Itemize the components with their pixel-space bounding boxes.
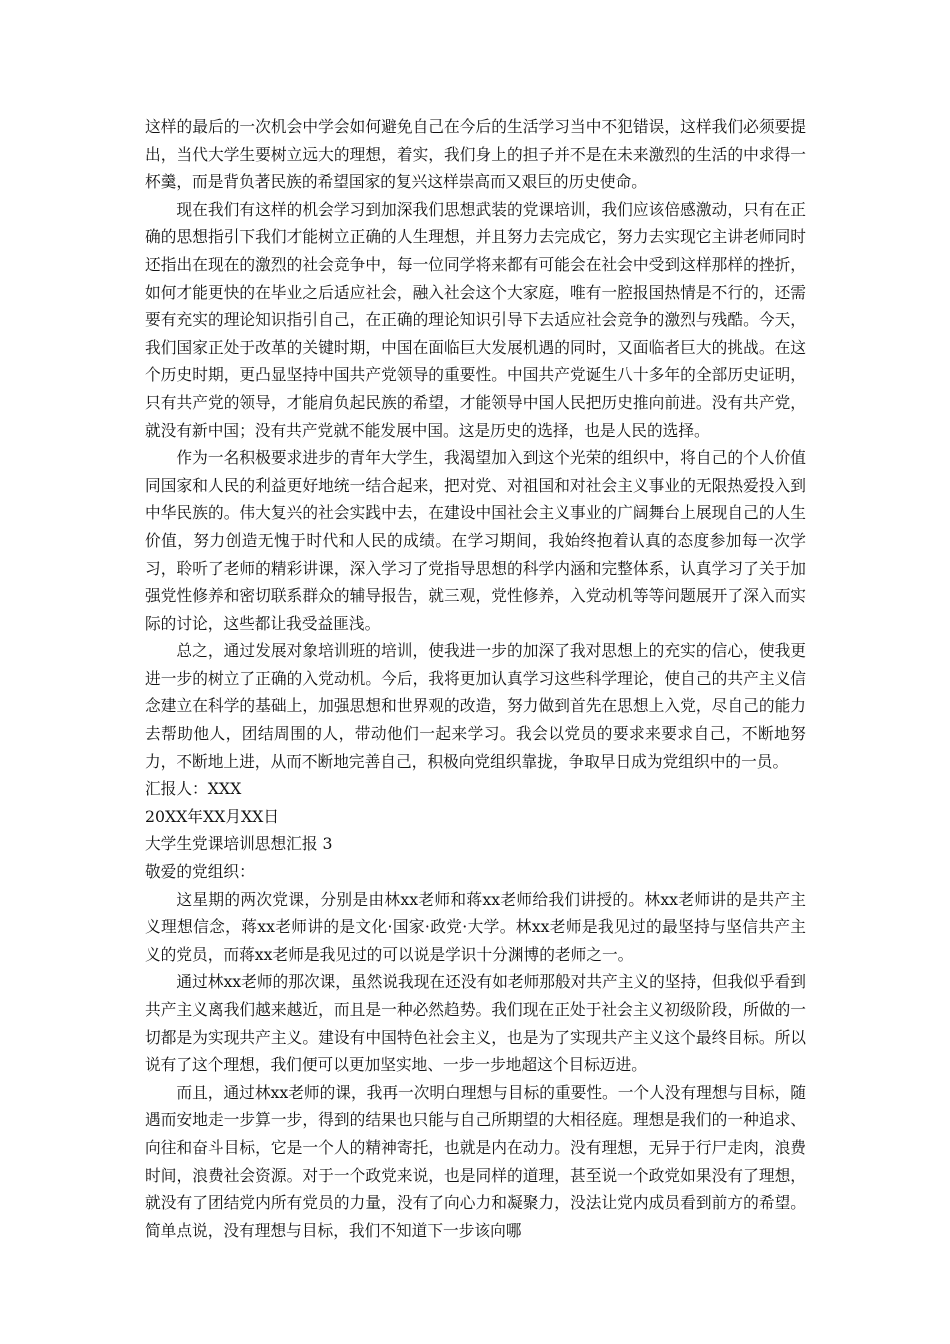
paragraph-continuation: 这样的最后的一次机会中学会如何避免自己在今后的生活学习当中不犯错误，这样我们必须要提出，当代大学生要树立远大的理想，着实，我们身上的担子并不是在未来激烈的生活的中求得一杯羹，而是背负著民族的希望国家的复兴这样崇高而又艰巨的历史使命。 bbox=[145, 117, 806, 192]
paragraph-two-lectures: 这星期的两次党课，分别是由林xx老师和蒋xx老师给我们讲授的。林xx老师讲的是共产主义理想信念，蒋xx老师讲的是文化·国家·政党·大学。林xx老师是我见过的最坚持与坚信共产主义的党员，而蒋xx老师是我见过的可以说是学识十分渊博的老师之一。 bbox=[145, 889, 806, 964]
paragraph-communism: 通过林xx老师的那次课，虽然说我现在还没有如老师那般对共产主义的坚持，但我似乎看到共产主义离我们越来越近，而且是一种必然趋势。我们现在正处于社会主义初级阶段，所做的一切都是为实现共产主义。建设有中国特色社会主义，也是为了实现共产主义这个最终目标。所以说有了这个理想，我们便可以更加坚实地、一步一步地超这个目标迈进。 bbox=[145, 972, 806, 1075]
paragraph-party-course: 现在我们有这样的机会学习到加深我们思想武装的党课培训，我们应该倍感激动，只有在正确的思想指引下我们才能树立正确的人生理想，并且努力去完成它，努力去实现它主讲老师同时还指出在现在的激烈的社会竞争中，每一位同学将来都有可能会在社会中受到这样那样的挫折，如何才能更快的在毕业之后适应社会，融入社会这个大家庭，唯有一腔报国热情是不行的，还需要有充实的理论知识指引自己，在正确的理论知识引导下去适应社会竞争的激烈与残酷。今天，我们国家正处于改革的关键时期，中国在面临巨大发展机遇的同时，又面临者巨大的挑战。在这个历史时期，更凸显坚持中国共产党领导的重要性。中国共产党诞生八十多年的全部历史证明，只有共产党的领导，才能肩负起民族的希望，才能领导中国人民把历史推向前进。没有共产党，就没有新中国；没有共产党就不能发展中国。这是历史的选择，也是人民的选择。 bbox=[145, 199, 806, 440]
paragraph-ideals-goals: 而且，通过林xx老师的课，我再一次明白理想与目标的重要性。一个人没有理想与目标，随遇而安地走一步算一步，得到的结果也只能与自己所期望的大相径庭。理想是我们的一种追求、向往和奋斗目标，它是一个人的精神寄托，也就是内在动力。没有理想，无异于行尸走肉，浪费时间，浪费社会资源。对于一个政党来说，也是同样的道理，甚至说一个政党如果没有了理想，就没有了团结党内所有党员的力量，没有了向心力和凝聚力，没法让党内成员看到前方的希望。简单点说，没有理想与目标，我们不知道下一步该向哪 bbox=[145, 1082, 806, 1240]
paragraph-youth-student: 作为一名积极要求进步的青年大学生，我渴望加入到这个光荣的组织中，将自己的个人价值同国家和人民的利益更好地统一结合起来，把对党、对祖国和对社会主义事业的无限热爱投入到中华民族的。伟大复兴的社会实践中去，在建设中国社会主义事业的广阔舞台上展现自己的人生价值，努力创造无愧于时代和人民的成绩。在学习期间，我始终抱着认真的态度参加每一次学习，聆听了老师的精彩讲课，深入学习了党指导思想的科学内涵和完整体系，认真学习了关于加强党性修养和密切联系群众的辅导报告，就三观，党性修养，入党动机等等问题展开了深入而实际的讨论，这些都让我受益匪浅。 bbox=[145, 448, 806, 633]
paragraph-conclusion: 总之，通过发展对象培训班的培训，使我进一步的加深了我对思想上的充实的信心，使我更进一步的树立了正确的入党动机。今后，我将更加认真学习这些科学理论，使自己的共产主义信念建立在科学的基础上，加强思想和世界观的改造，努力做到首先在思想上入党，尽自己的能力去帮助他人，团结周围的人，带动他们一起来学习。我会以党员的要求来要求自己，不断地努力，不断地上进，从而不断地完善自己，积极向党组织靠拢，争取早日成为党组织中的一员。 bbox=[145, 641, 806, 771]
section-title: 大学生党课培训思想汇报 3 bbox=[145, 834, 333, 854]
reporter-signature: 汇报人：XXX bbox=[145, 779, 242, 799]
salutation: 敬爱的党组织： bbox=[145, 862, 255, 882]
document-page bbox=[145, 113, 806, 1244]
report-date: 20XX年XX月XX日 bbox=[145, 806, 280, 826]
